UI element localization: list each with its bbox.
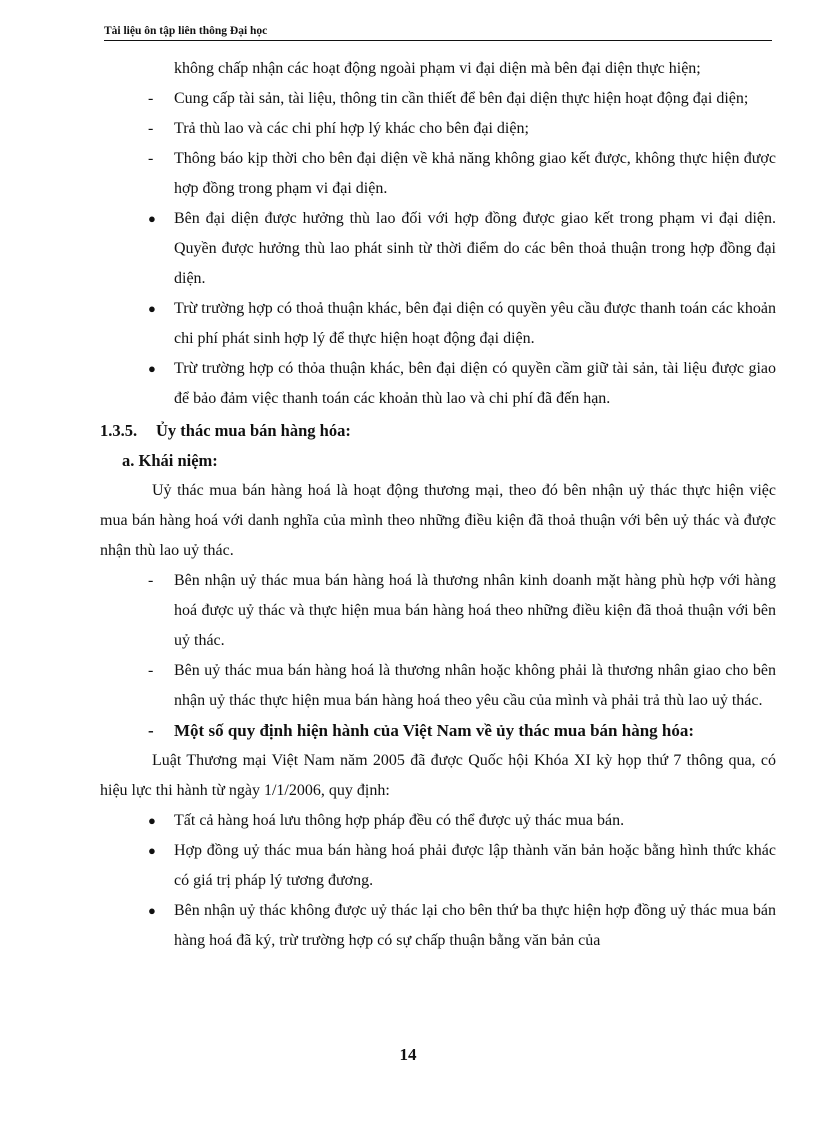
- list-item: [100, 54, 776, 84]
- bullet-item: [100, 354, 776, 414]
- list-item: [100, 566, 776, 656]
- section-title: Ủy thác mua bán hàng hóa:: [156, 421, 351, 440]
- list-item-text: Thông báo kịp thời cho bên đại diện về khả năng không giao kết được, không thực hiện được hợp đồng trong phạm vi đại diện.: [174, 150, 776, 197]
- page-body: [100, 54, 776, 956]
- bullet-item: [100, 836, 776, 896]
- bullet-icon: ●: [148, 903, 156, 918]
- dash-marker: -: [148, 662, 154, 679]
- paragraph: Luật Thương mại Việt Nam năm 2005 đã được Quốc hội Khóa XI kỳ họp thứ 7 thông qua, có hiệu lực thi hành từ ngày 1/1/2006, quy định:: [100, 752, 776, 799]
- bullet-text: Bên đại diện được hưởng thù lao đối với hợp đồng được giao kết trong phạm vi đại diện. Quyền được hưởng thù lao phát sinh từ thời điểm do các bên thoả thuận trong hợp đồng đại diện.: [174, 210, 776, 287]
- bullet-icon: ●: [148, 211, 156, 226]
- bullet-item: [100, 294, 776, 354]
- list-item: [100, 114, 776, 144]
- bullet-item: [100, 896, 776, 956]
- list-item-heading: [100, 716, 776, 746]
- running-header: Tài liệu ôn tập liên thông Đại học: [104, 24, 772, 41]
- bullet-icon: ●: [148, 813, 156, 828]
- dash-marker: -: [148, 120, 154, 137]
- list-item: [100, 84, 776, 114]
- dash-marker: -: [148, 721, 154, 740]
- bullet-text: Tất cả hàng hoá lưu thông hợp pháp đều có thể được uỷ thác mua bán.: [174, 812, 625, 829]
- dash-marker: -: [148, 150, 154, 167]
- list-item-text: Một số quy định hiện hành của Việt Nam về ủy thác mua bán hàng hóa:: [174, 721, 695, 740]
- page-number: 14: [399, 1045, 417, 1064]
- bullet-icon: ●: [148, 843, 156, 858]
- bullet-icon: ●: [148, 361, 156, 376]
- section-heading: [100, 416, 776, 446]
- dash-marker: -: [148, 90, 154, 107]
- bullet-item: [100, 806, 776, 836]
- bullet-text: Trừ trường hợp có thỏa thuận khác, bên đại diện có quyền cầm giữ tài sản, tài liệu được giao để bảo đảm việc thanh toán các khoản thù lao và chi phí đã đến hạn.: [174, 360, 776, 407]
- section-number: 1.3.5.: [100, 421, 138, 440]
- bullet-icon: ●: [148, 301, 156, 316]
- list-item-text: Bên uỷ thác mua bán hàng hoá là thương nhân hoặc không phải là thương nhân giao cho bên nhận uỷ thác thực hiện mua bán hàng hoá theo yêu cầu của mình và phải trả thù lao uỷ thác.: [174, 662, 776, 709]
- list-item-text: Cung cấp tài sản, tài liệu, thông tin cần thiết để bên đại diện thực hiện hoạt động đại diện;: [174, 90, 749, 107]
- bullet-text: Hợp đồng uỷ thác mua bán hàng hoá phải được lập thành văn bản hoặc bằng hình thức khác có giá trị pháp lý tương đương.: [174, 842, 776, 889]
- bullet-text: Trừ trường hợp có thoả thuận khác, bên đại diện có quyền yêu cầu được thanh toán các khoản chi phí phát sinh hợp lý để thực hiện hoạt động đại diện.: [174, 300, 776, 347]
- bullet-item: [100, 204, 776, 294]
- list-item-text: Bên nhận uỷ thác mua bán hàng hoá là thương nhân kinh doanh mặt hàng phù hợp với hàng hoá được uỷ thác và thực hiện mua bán hàng hoá theo những điều kiện đã thoả thuận với bên uỷ thác.: [174, 572, 776, 649]
- list-item: [100, 144, 776, 204]
- list-item-text: không chấp nhận các hoạt động ngoài phạm vi đại diện mà bên đại diện thực hiện;: [174, 60, 701, 77]
- list-item: [100, 656, 776, 716]
- dash-marker: -: [148, 572, 154, 589]
- paragraph: Uỷ thác mua bán hàng hoá là hoạt động thương mại, theo đó bên nhận uỷ thác thực hiện việc mua bán hàng hoá với danh nghĩa của mình theo những điều kiện đã thoả thuận với bên uỷ thác và được nhận thù lao uỷ thác.: [100, 482, 776, 559]
- subsection-heading: a. Khái niệm:: [122, 451, 218, 470]
- bullet-text: Bên nhận uỷ thác không được uỷ thác lại cho bên thứ ba thực hiện hợp đồng uỷ thác mua bán hàng hoá đã ký, trừ trường hợp có sự chấp thuận bằng văn bản của: [174, 902, 776, 949]
- list-item-text: Trả thù lao và các chi phí hợp lý khác cho bên đại diện;: [174, 120, 529, 137]
